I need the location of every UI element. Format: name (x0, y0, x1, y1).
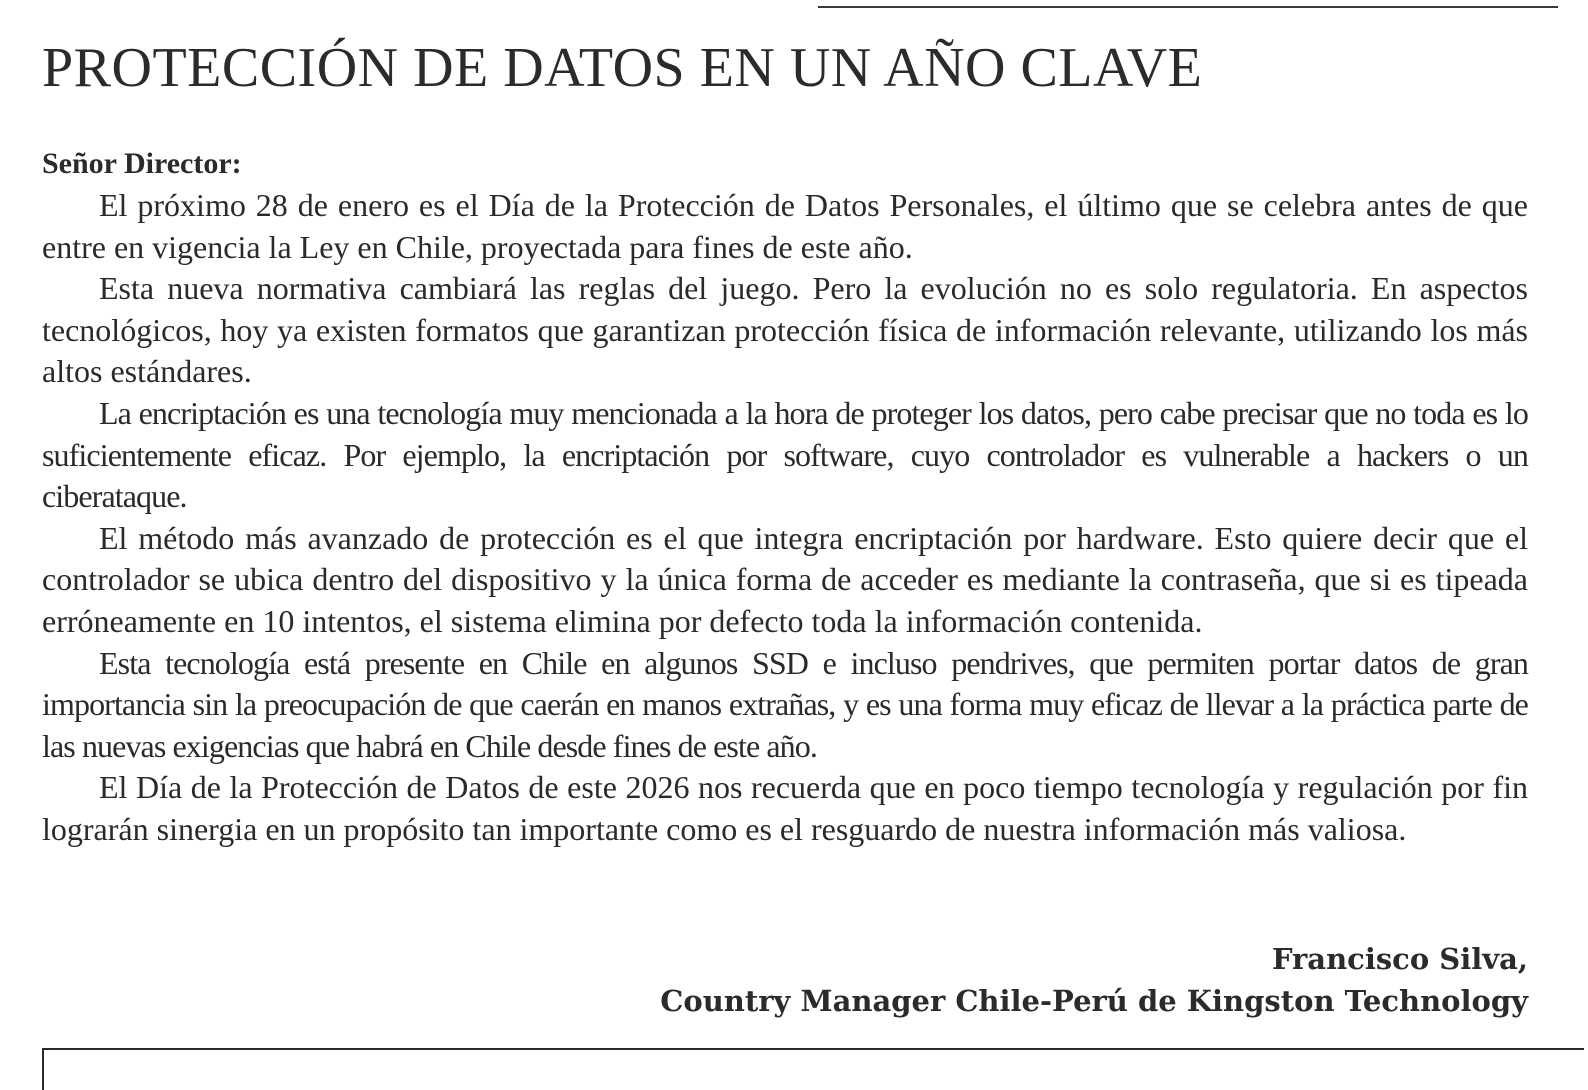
paragraph-4: El método más avanzado de protección es el que integra encriptación por hardware. Esto quiere decir que el controlador se ubica dentro del dispositivo y la única forma de acceder es mediante la contraseña, que si es tipeada erróneamente en 10 intentos, el sistema elimina por defecto toda la información contenida. (42, 519, 1528, 639)
signature-name: Francisco Silva, (1271, 942, 1528, 976)
top-rule (818, 6, 1558, 8)
bottom-frame-border (42, 1048, 1584, 1090)
letter-body (42, 143, 1528, 851)
headline: PROTECCIÓN DE DATOS EN UN AÑO CLAVE (42, 37, 1203, 99)
paragraph-6: El Día de la Protección de Datos de este 2026 nos recuerda que en poco tiempo tecnología y regulación por fin lograrán sinergia en un propósito tan importante como es el resguardo de nuestra información más valiosa. (42, 769, 1528, 847)
paragraph-5: Esta tecnología está presente en Chile en algunos SSD e incluso pendrives, que permiten portar datos de gran importancia sin la preocupación de que caerán en manos extrañas, y es una forma muy eficaz de llevar a la práctica parte de las nuevas exigencias que habrá en Chile desde fines de este año. (42, 644, 1528, 764)
paragraph-1: El próximo 28 de enero es el Día de la Protección de Datos Personales, el último que se celebra antes de que entre en vigencia la Ley en Chile, proyectada para fines de este año. (42, 187, 1528, 265)
paragraph-3: La encriptación es una tecnología muy mencionada a la hora de proteger los datos, pero cabe precisar que no toda es lo suficientemente eficaz. Por ejemplo, la encriptación por software, cuyo controlador es vulnerable a hackers o un ciberataque. (42, 394, 1528, 515)
paragraph-2: Esta nueva normativa cambiará las reglas del juego. Pero la evolución no es solo regulatoria. En aspectos tecnológicos, hoy ya existen formatos que garantizan protección física de información relevante, utilizando los más altos estándares. (42, 270, 1528, 390)
salutation: Señor Director: (42, 147, 242, 180)
signature-title: Country Manager Chile-Perú de Kingston Technology (660, 984, 1528, 1018)
signature-block (660, 938, 1528, 1022)
